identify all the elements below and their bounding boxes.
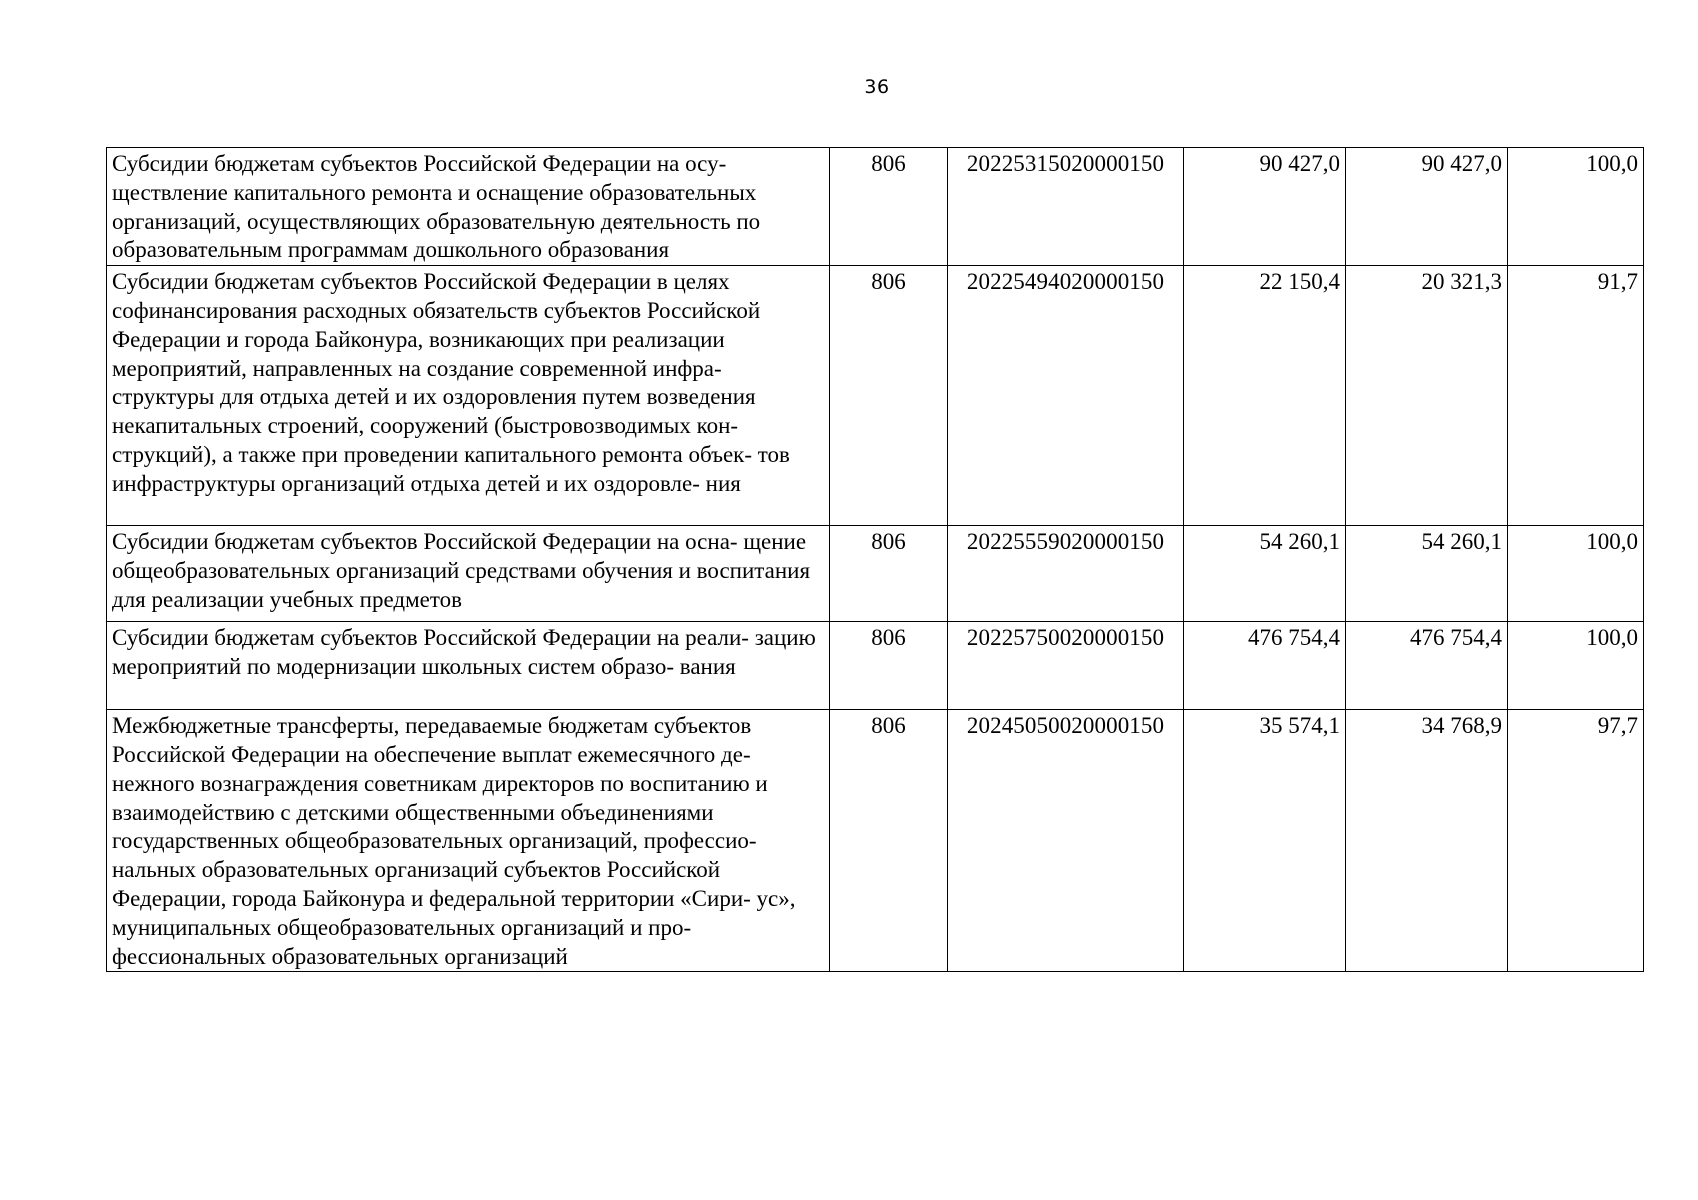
percent-cell: 91,7 (1508, 266, 1644, 526)
table-row (107, 266, 1644, 526)
approved-amount-cell: 35 574,1 (1184, 710, 1346, 972)
percent-cell: 100,0 (1508, 622, 1644, 710)
executed-amount-cell: 476 754,4 (1346, 622, 1508, 710)
percent-cell: 100,0 (1508, 148, 1644, 266)
approved-amount-cell: 476 754,4 (1184, 622, 1346, 710)
page-number: 36 (864, 76, 890, 98)
admin-code-cell: 806 (830, 622, 948, 710)
percent-cell: 100,0 (1508, 526, 1644, 622)
executed-amount-cell: 90 427,0 (1346, 148, 1508, 266)
row-name-cell: Субсидии бюджетам субъектов Российской Федерации в целях софинансирования расходных обязательств субъектов Российской Федерации и города Байконура, возникающих при реализации мероприятий, направленных на создание современной инфра- структуры для отдыха детей и их оздоровления путем возведения некапитальных строений, сооружений (быстровозводимых кон- струкций), а также при проведении капитального ремонта объек- тов инфраструктуры организаций отдыха детей и их оздоровле- ния (107, 266, 830, 526)
executed-amount-cell: 34 768,9 (1346, 710, 1508, 972)
table-row (107, 710, 1644, 972)
table-row (107, 622, 1644, 710)
approved-amount-cell: 90 427,0 (1184, 148, 1346, 266)
table-row (107, 526, 1644, 622)
admin-code-cell: 806 (830, 710, 948, 972)
approved-amount-cell: 22 150,4 (1184, 266, 1346, 526)
kbk-code-cell: 20225494020000150 (948, 266, 1184, 526)
executed-amount-cell: 54 260,1 (1346, 526, 1508, 622)
row-name-cell: Межбюджетные трансферты, передаваемые бюджетам субъектов Российской Федерации на обеспечение выплат ежемесячного де- нежного вознаграждения советникам директоров по воспитанию и взаимодействию с детскими общественными объединениями государственных общеобразовательных организаций, профессио- нальных образовательных организаций субъектов Российской Федерации, города Байконура и федеральной территории «Сири- ус», муниципальных общеобразовательных организаций и про- фессиональных образовательных организаций (107, 710, 830, 972)
executed-amount-cell: 20 321,3 (1346, 266, 1508, 526)
kbk-code-cell: 20225315020000150 (948, 148, 1184, 266)
percent-cell: 97,7 (1508, 710, 1644, 972)
admin-code-cell: 806 (830, 526, 948, 622)
row-name-cell: Субсидии бюджетам субъектов Российской Федерации на осна- щение общеобразовательных организаций средствами обучения и воспитания для реализации учебных предметов (107, 526, 830, 622)
kbk-code-cell: 20245050020000150 (948, 710, 1184, 972)
kbk-code-cell: 20225559020000150 (948, 526, 1184, 622)
row-name-cell: Субсидии бюджетам субъектов Российской Федерации на реали- зацию мероприятий по модернизации школьных систем образо- вания (107, 622, 830, 710)
budget-table (106, 147, 1644, 972)
approved-amount-cell: 54 260,1 (1184, 526, 1346, 622)
admin-code-cell: 806 (830, 266, 948, 526)
table-row (107, 148, 1644, 266)
row-name-cell: Субсидии бюджетам субъектов Российской Федерации на осу- ществление капитального ремонта и оснащение образовательных организаций, осуществляющих образовательную деятельность по образовательным программам дошкольного образования (107, 148, 830, 266)
admin-code-cell: 806 (830, 148, 948, 266)
kbk-code-cell: 20225750020000150 (948, 622, 1184, 710)
